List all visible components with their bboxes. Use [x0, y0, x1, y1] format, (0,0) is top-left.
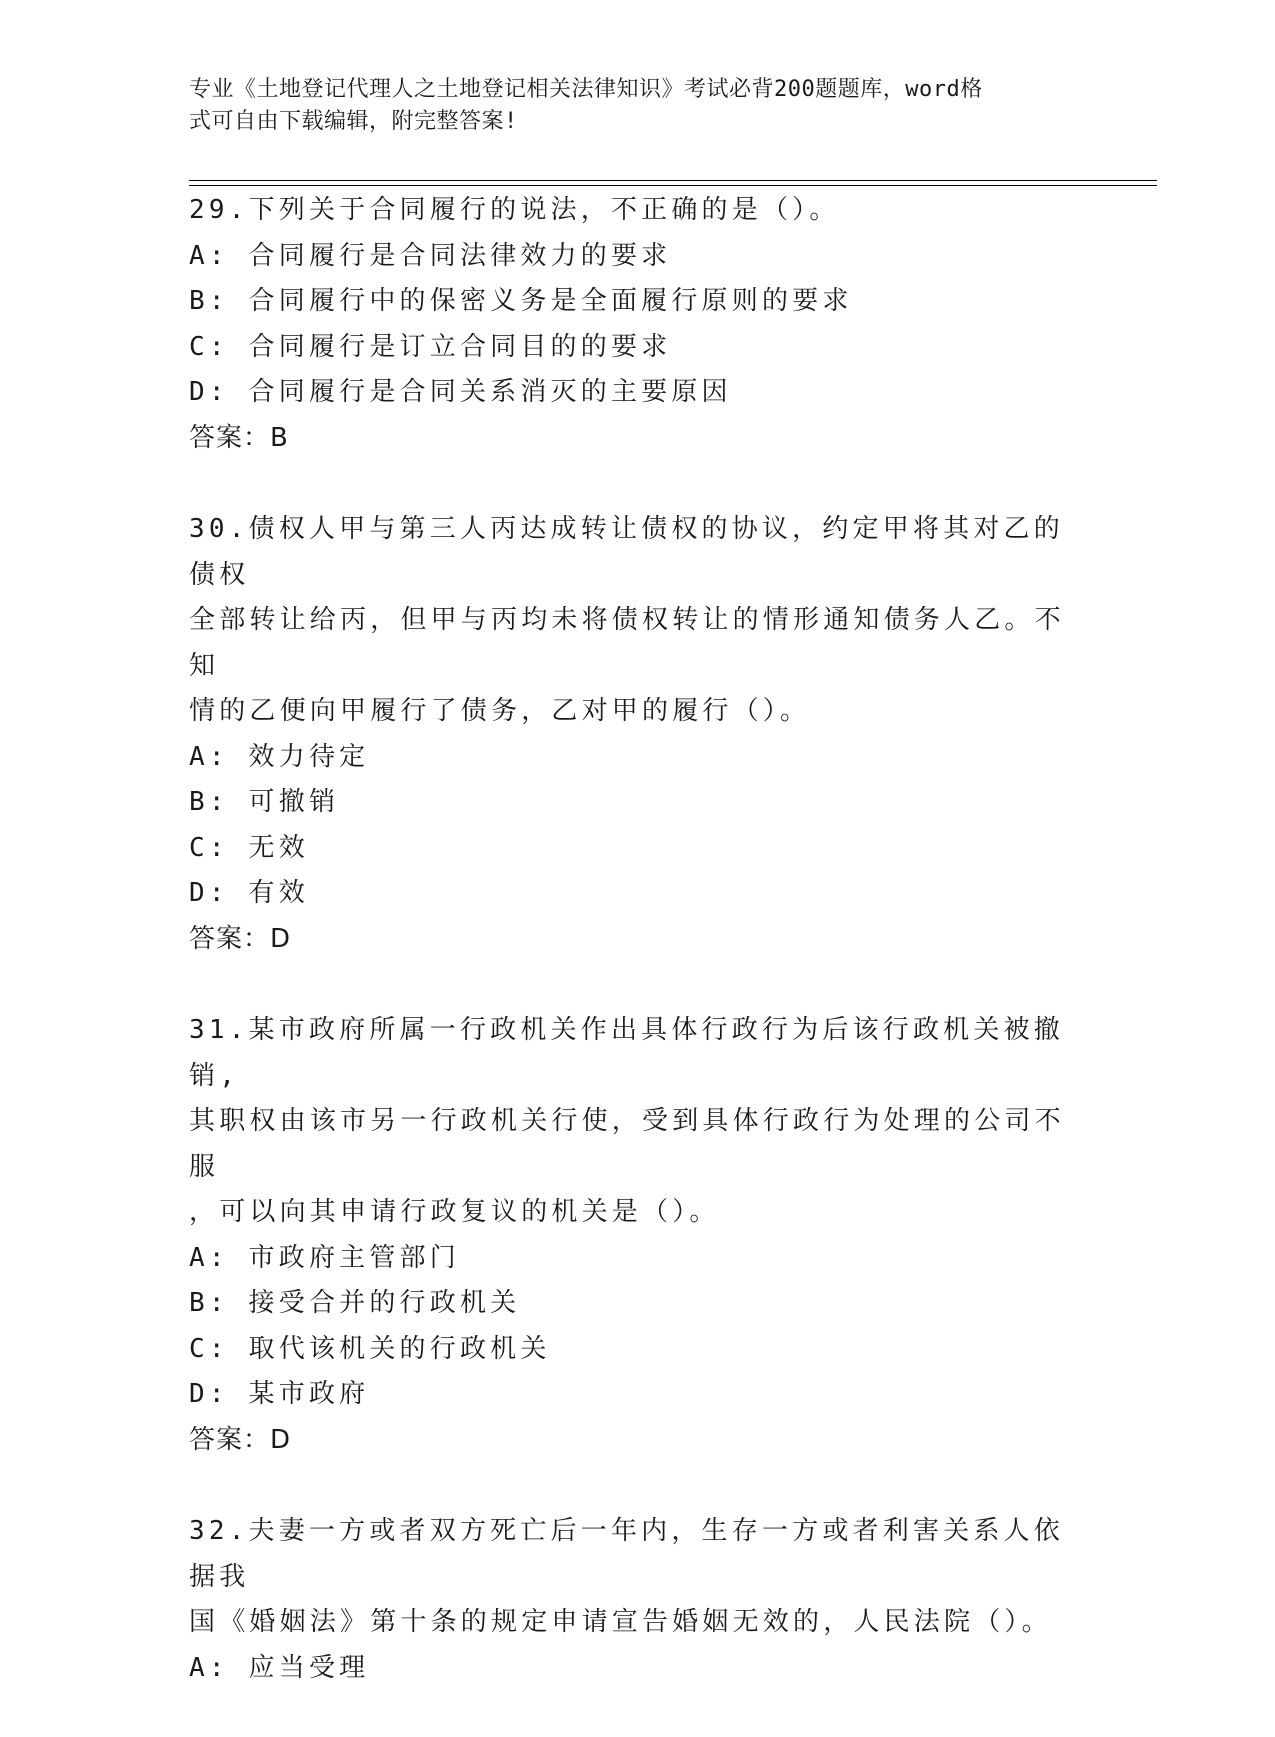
- option-b: B: 合同履行中的保密义务是全面履行原则的要求: [189, 286, 853, 316]
- header-divider-bottom: [189, 185, 1157, 186]
- option-d: D: 有效: [189, 878, 309, 908]
- option-a: A: 合同履行是合同法律效力的要求: [189, 240, 672, 271]
- question-29: [189, 188, 1089, 461]
- option-d: D: 某市政府: [189, 1379, 370, 1409]
- option-b: B: 接受合并的行政机关: [189, 1288, 521, 1318]
- option-a: A: 效力待定: [189, 741, 370, 772]
- question-list: [189, 188, 1089, 1737]
- question-30: [189, 507, 1089, 962]
- answer-label: 答案：D: [189, 1424, 292, 1455]
- question-stem-line-2: 全部转让给丙，但甲与丙均未将债权转让的情形通知债务人乙。不知: [189, 605, 1065, 681]
- question-31: [189, 1008, 1089, 1463]
- question-stem: 29.下列关于合同履行的说法，不正确的是（）。: [189, 195, 840, 225]
- option-a: A: 应当受理: [189, 1652, 370, 1683]
- question-stem-line-3: 情的乙便向甲履行了债务，乙对甲的履行（）。: [189, 696, 811, 726]
- option-d: D: 合同履行是合同关系消灭的主要原因: [189, 377, 732, 407]
- option-c: C: 合同履行是订立合同目的的要求: [189, 331, 672, 362]
- question-stem-line-1: 31.某市政府所属一行政机关作出具体行政行为后该行政机关被撤销,: [189, 1015, 1064, 1091]
- answer-label: 答案：D: [189, 923, 292, 954]
- header-line-1: 专业《土地登记代理人之土地登记相关法律知识》考试必背200题题库，word格: [189, 77, 983, 102]
- question-32: [189, 1509, 1089, 1691]
- option-c: C: 无效: [189, 832, 309, 863]
- option-c: C: 取代该机关的行政机关: [189, 1333, 551, 1364]
- header-line-2: 式可自由下载编辑，附完整答案!: [189, 109, 518, 134]
- question-stem-line-2: 其职权由该市另一行政机关行使，受到具体行政行为处理的公司不服: [189, 1106, 1065, 1182]
- answer-label: 答案：B: [189, 422, 289, 453]
- option-a: A: 市政府主管部门: [189, 1242, 460, 1273]
- document-header: [189, 74, 1089, 138]
- question-stem-line-2: 国《婚姻法》第十条的规定申请宣告婚姻无效的，人民法院（）。: [189, 1607, 1052, 1637]
- question-stem-line-3: ，可以向其申请行政复议的机关是（）。: [189, 1197, 720, 1227]
- option-b: B: 可撤销: [189, 787, 340, 817]
- question-stem-line-1: 30.债权人甲与第三人丙达成转让债权的协议，约定甲将其对乙的债权: [189, 514, 1064, 590]
- header-divider-top: [189, 180, 1157, 181]
- question-stem-line-1: 32.夫妻一方或者双方死亡后一年内，生存一方或者利害关系人依据我: [189, 1516, 1064, 1592]
